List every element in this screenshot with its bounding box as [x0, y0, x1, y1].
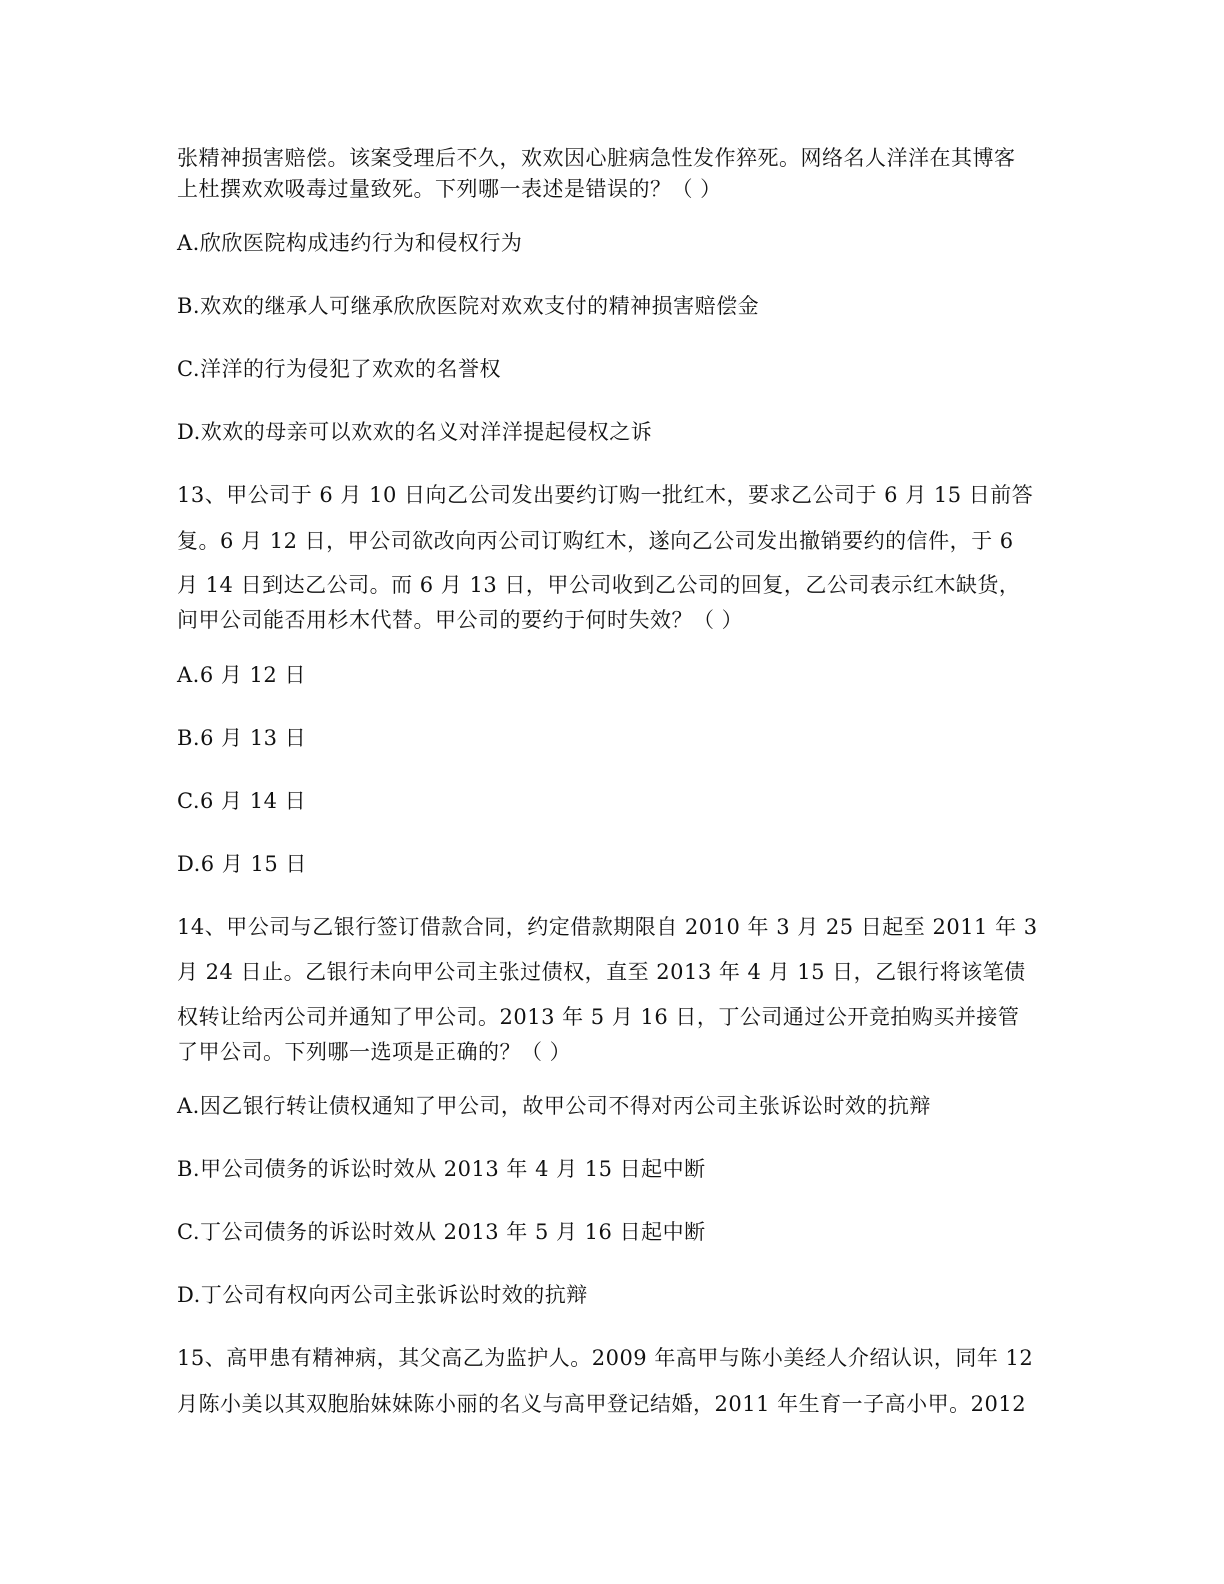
- q14-stem-line-2: 月 24 日止。乙银行未向甲公司主张过债权，直至 2013 年 4 月 15 日，乙银行将该笔债: [177, 960, 1026, 984]
- q14-option-c: C.丁公司债务的诉讼时效从 2013 年 5 月 16 日起中断: [177, 1220, 706, 1244]
- q14-stem-line-4: 了甲公司。下列哪一选项是正确的？（ ）: [177, 1040, 572, 1064]
- q13-stem-line-4: 问甲公司能否用杉木代替。甲公司的要约于何时失效？（ ）: [177, 608, 744, 632]
- q14-option-a: A.因乙银行转让债权通知了甲公司，故甲公司不得对丙公司主张诉讼时效的抗辩: [177, 1094, 931, 1118]
- q12-option-d: D.欢欢的母亲可以欢欢的名义对洋洋提起侵权之诉: [177, 420, 653, 444]
- q13-stem-line-1: 13、甲公司于 6 月 10 日向乙公司发出要约订购一批红木，要求乙公司于 6 月 15 日前答: [177, 483, 1034, 507]
- q13-option-b: B.6 月 13 日: [177, 726, 307, 750]
- q13-stem-line-2: 复。6 月 12 日，甲公司欲改向丙公司订购红木，遂向乙公司发出撤销要约的信件，于 6: [177, 529, 1014, 553]
- q12-stem-line-1: 张精神损害赔偿。该案受理后不久，欢欢因心脏病急性发作猝死。网络名人洋洋在其博客: [177, 146, 1016, 170]
- q14-option-d: D.丁公司有权向丙公司主张诉讼时效的抗辩: [177, 1283, 588, 1307]
- q13-option-c: C.6 月 14 日: [177, 789, 307, 813]
- q14-option-b: B.甲公司债务的诉讼时效从 2013 年 4 月 15 日起中断: [177, 1157, 706, 1181]
- q15-stem-line-2: 月陈小美以其双胞胎妹妹陈小丽的名义与高甲登记结婚，2011 年生育一子高小甲。2012: [177, 1392, 1027, 1416]
- q14-stem-line-3: 权转让给丙公司并通知了甲公司。2013 年 5 月 16 日，丁公司通过公开竞拍购买并接管: [177, 1005, 1020, 1029]
- q13-option-d: D.6 月 15 日: [177, 852, 307, 876]
- q12-option-c: C.洋洋的行为侵犯了欢欢的名誉权: [177, 357, 501, 381]
- q14-stem-line-1: 14、甲公司与乙银行签订借款合同，约定借款期限自 2010 年 3 月 25 日起至 2011 年 3: [177, 915, 1038, 939]
- q12-option-b: B.欢欢的继承人可继承欣欣医院对欢欢支付的精神损害赔偿金: [177, 294, 760, 318]
- q13-option-a: A.6 月 12 日: [177, 663, 306, 687]
- q15-stem-line-1: 15、高甲患有精神病，其父高乙为监护人。2009 年高甲与陈小美经人介绍认识，同年 12: [177, 1346, 1034, 1370]
- q13-stem-line-3: 月 14 日到达乙公司。而 6 月 13 日，甲公司收到乙公司的回复，乙公司表示红木缺货，: [177, 573, 1021, 597]
- q12-option-a: A.欣欣医院构成违约行为和侵权行为: [177, 231, 523, 255]
- q12-stem-line-2: 上杜撰欢欢吸毒过量致死。下列哪一表述是错误的？（ ）: [177, 177, 722, 201]
